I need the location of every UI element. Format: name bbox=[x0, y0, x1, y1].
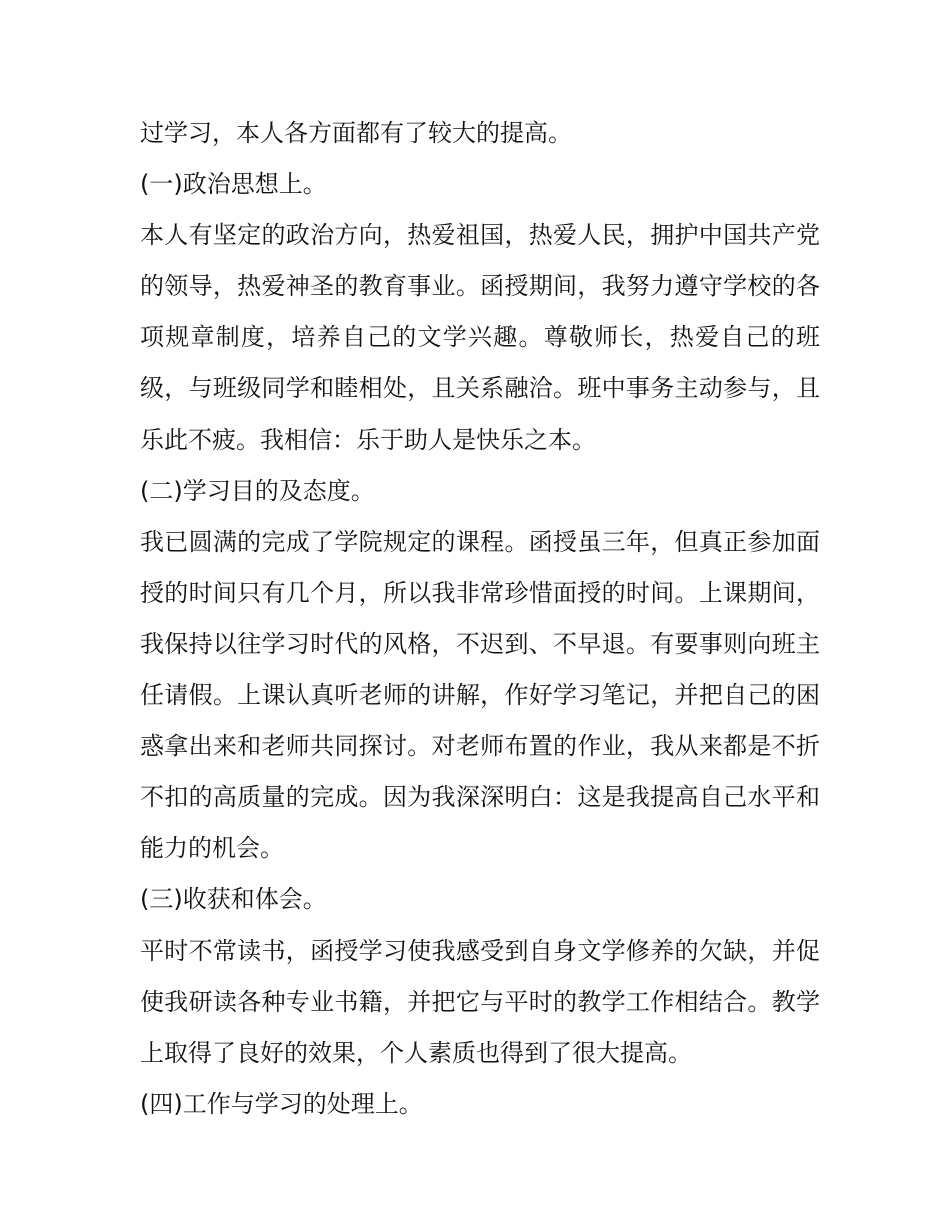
section-heading-gains: (三)收获和体会。 bbox=[140, 885, 327, 914]
paragraph-study-attitude: 我已圆满的完成了学院规定的课程。函授虽三年，但真正参加面授的时间只有几个月，所以我非常珍惜面授的时间。上课期间，我保持以往学习时代的风格，不迟到、不早退。有要事则向班主任请假。上课认真听老师的讲解，作好学习笔记，并把自己的困惑拿出来和老师共同探讨。对老师布置的作业，我从来都是不折不扣的高质量的完成。因为我深深明白：这是我提高自己水平和能力的机会。 bbox=[140, 527, 820, 863]
section-heading-study-attitude: (二)学习目的及态度。 bbox=[140, 476, 375, 505]
section-heading-work-study: (四)工作与学习的处理上。 bbox=[140, 1089, 423, 1118]
section-heading-political: (一)政治思想上。 bbox=[140, 170, 327, 199]
paragraph-gains: 平时不常读书，函授学习使我感受到自身文学修养的欠缺，并促使我研读各种专业书籍，并把它与平时的教学工作相结合。教学上取得了良好的效果，个人素质也得到了很大提高。 bbox=[140, 936, 820, 1067]
paragraph-intro: 过学习，本人各方面都有了较大的提高。 bbox=[140, 119, 572, 147]
paragraph-political: 本人有坚定的政治方向，热爱祖国，热爱人民，拥护中国共产党的领导，热爱神圣的教育事业。函授期间，我努力遵守学校的各项规章制度，培养自己的文学兴趣。尊敬师长，热爱自己的班级，与班级同学和睦相处，且关系融洽。班中事务主动参与，且乐此不疲。我相信：乐于助人是快乐之本。 bbox=[140, 221, 820, 454]
document-body bbox=[140, 108, 820, 1130]
